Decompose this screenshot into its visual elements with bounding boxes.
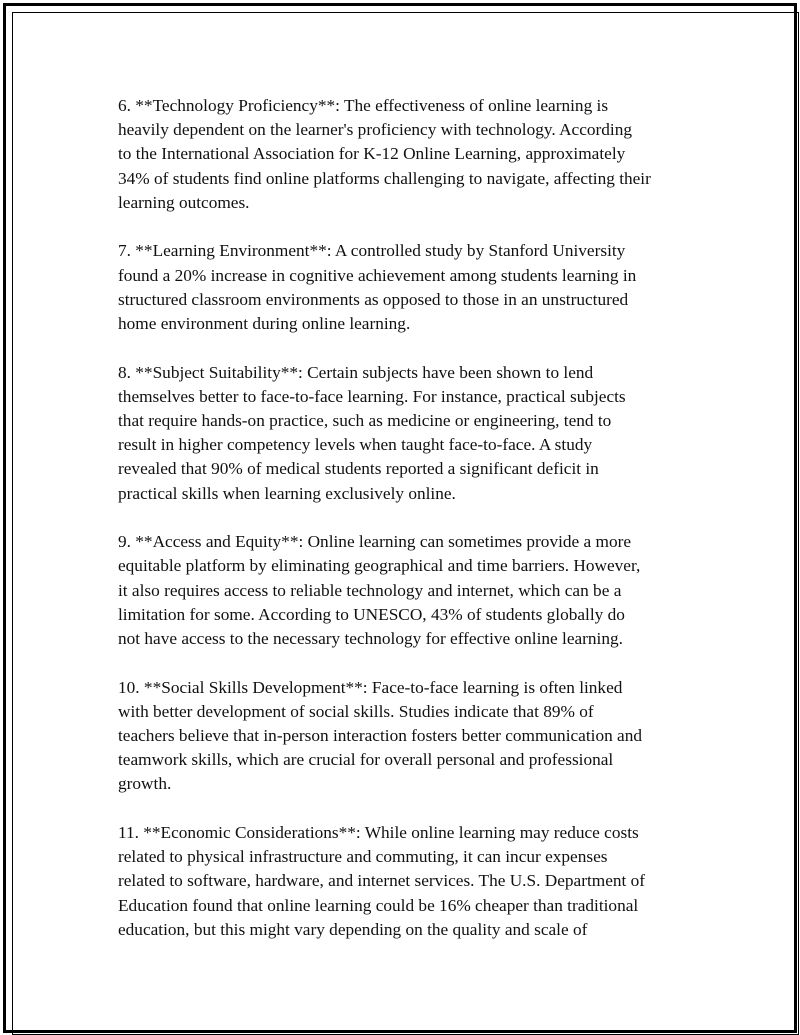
- text-line: 10. **Social Skills Development**: Face-to-face learning is often linked: [118, 677, 623, 697]
- text-line: it also requires access to reliable technology and internet, which can be a: [118, 580, 622, 600]
- text-line: 9. **Access and Equity**: Online learning can sometimes provide a more: [118, 532, 632, 552]
- text-line: practical skills when learning exclusively online.: [118, 483, 456, 503]
- text-line: 6. **Technology Proficiency**: The effectiveness of online learning is: [118, 96, 609, 115]
- text-line: result in higher competency levels when taught face-to-face. A study: [118, 435, 593, 455]
- text-line: structured classroom environments as opposed to those in an unstructured: [118, 289, 629, 309]
- paragraph-social-skills-development: [118, 676, 693, 797]
- text-line: teamwork skills, which are crucial for overall personal and professional: [118, 750, 614, 770]
- text-line: education, but this might vary depending on the quality and scale of: [118, 919, 588, 939]
- paragraph-technology-proficiency: [118, 94, 693, 215]
- text-line: equitable platform by eliminating geographical and time barriers. However,: [118, 556, 641, 576]
- text-line: with better development of social skills. Studies indicate that 89% of: [118, 701, 594, 721]
- text-line: growth.: [118, 774, 172, 794]
- text-line: that require hands-on practice, such as medicine or engineering, tend to: [118, 411, 612, 431]
- text-line: to the International Association for K-12 Online Learning, approximately: [118, 144, 626, 164]
- text-line: 8. **Subject Suitability**: Certain subjects have been shown to lend: [118, 362, 594, 382]
- document-body: [118, 94, 693, 966]
- paragraph-subject-suitability: [118, 361, 693, 506]
- text-line: revealed that 90% of medical students reported a significant deficit in: [118, 459, 599, 479]
- text-line: related to physical infrastructure and commuting, it can incur expenses: [118, 847, 608, 867]
- text-line: heavily dependent on the learner's proficiency with technology. According: [118, 120, 633, 140]
- text-line: limitation for some. According to UNESCO, 43% of students globally do: [118, 604, 625, 624]
- paragraph-learning-environment: [118, 239, 693, 336]
- text-line: Education found that online learning could be 16% cheaper than traditional: [118, 895, 639, 915]
- text-line: home environment during online learning.: [118, 314, 411, 334]
- paragraph-access-and-equity: [118, 530, 693, 651]
- text-line: teachers believe that in-person interaction fosters better communication and: [118, 726, 642, 746]
- text-line: related to software, hardware, and internet services. The U.S. Department of: [118, 871, 646, 891]
- text-line: 34% of students find online platforms challenging to navigate, affecting their: [118, 168, 651, 188]
- text-line: themselves better to face-to-face learning. For instance, practical subjects: [118, 386, 626, 406]
- text-line: learning outcomes.: [118, 192, 250, 212]
- text-line: not have access to the necessary technology for effective online learning.: [118, 629, 623, 649]
- text-line: 7. **Learning Environment**: A controlled study by Stanford University: [118, 241, 626, 261]
- text-line: found a 20% increase in cognitive achievement among students learning in: [118, 265, 637, 285]
- paragraph-economic-considerations: [118, 821, 693, 942]
- text-line: 11. **Economic Considerations**: While online learning may reduce costs: [118, 823, 639, 843]
